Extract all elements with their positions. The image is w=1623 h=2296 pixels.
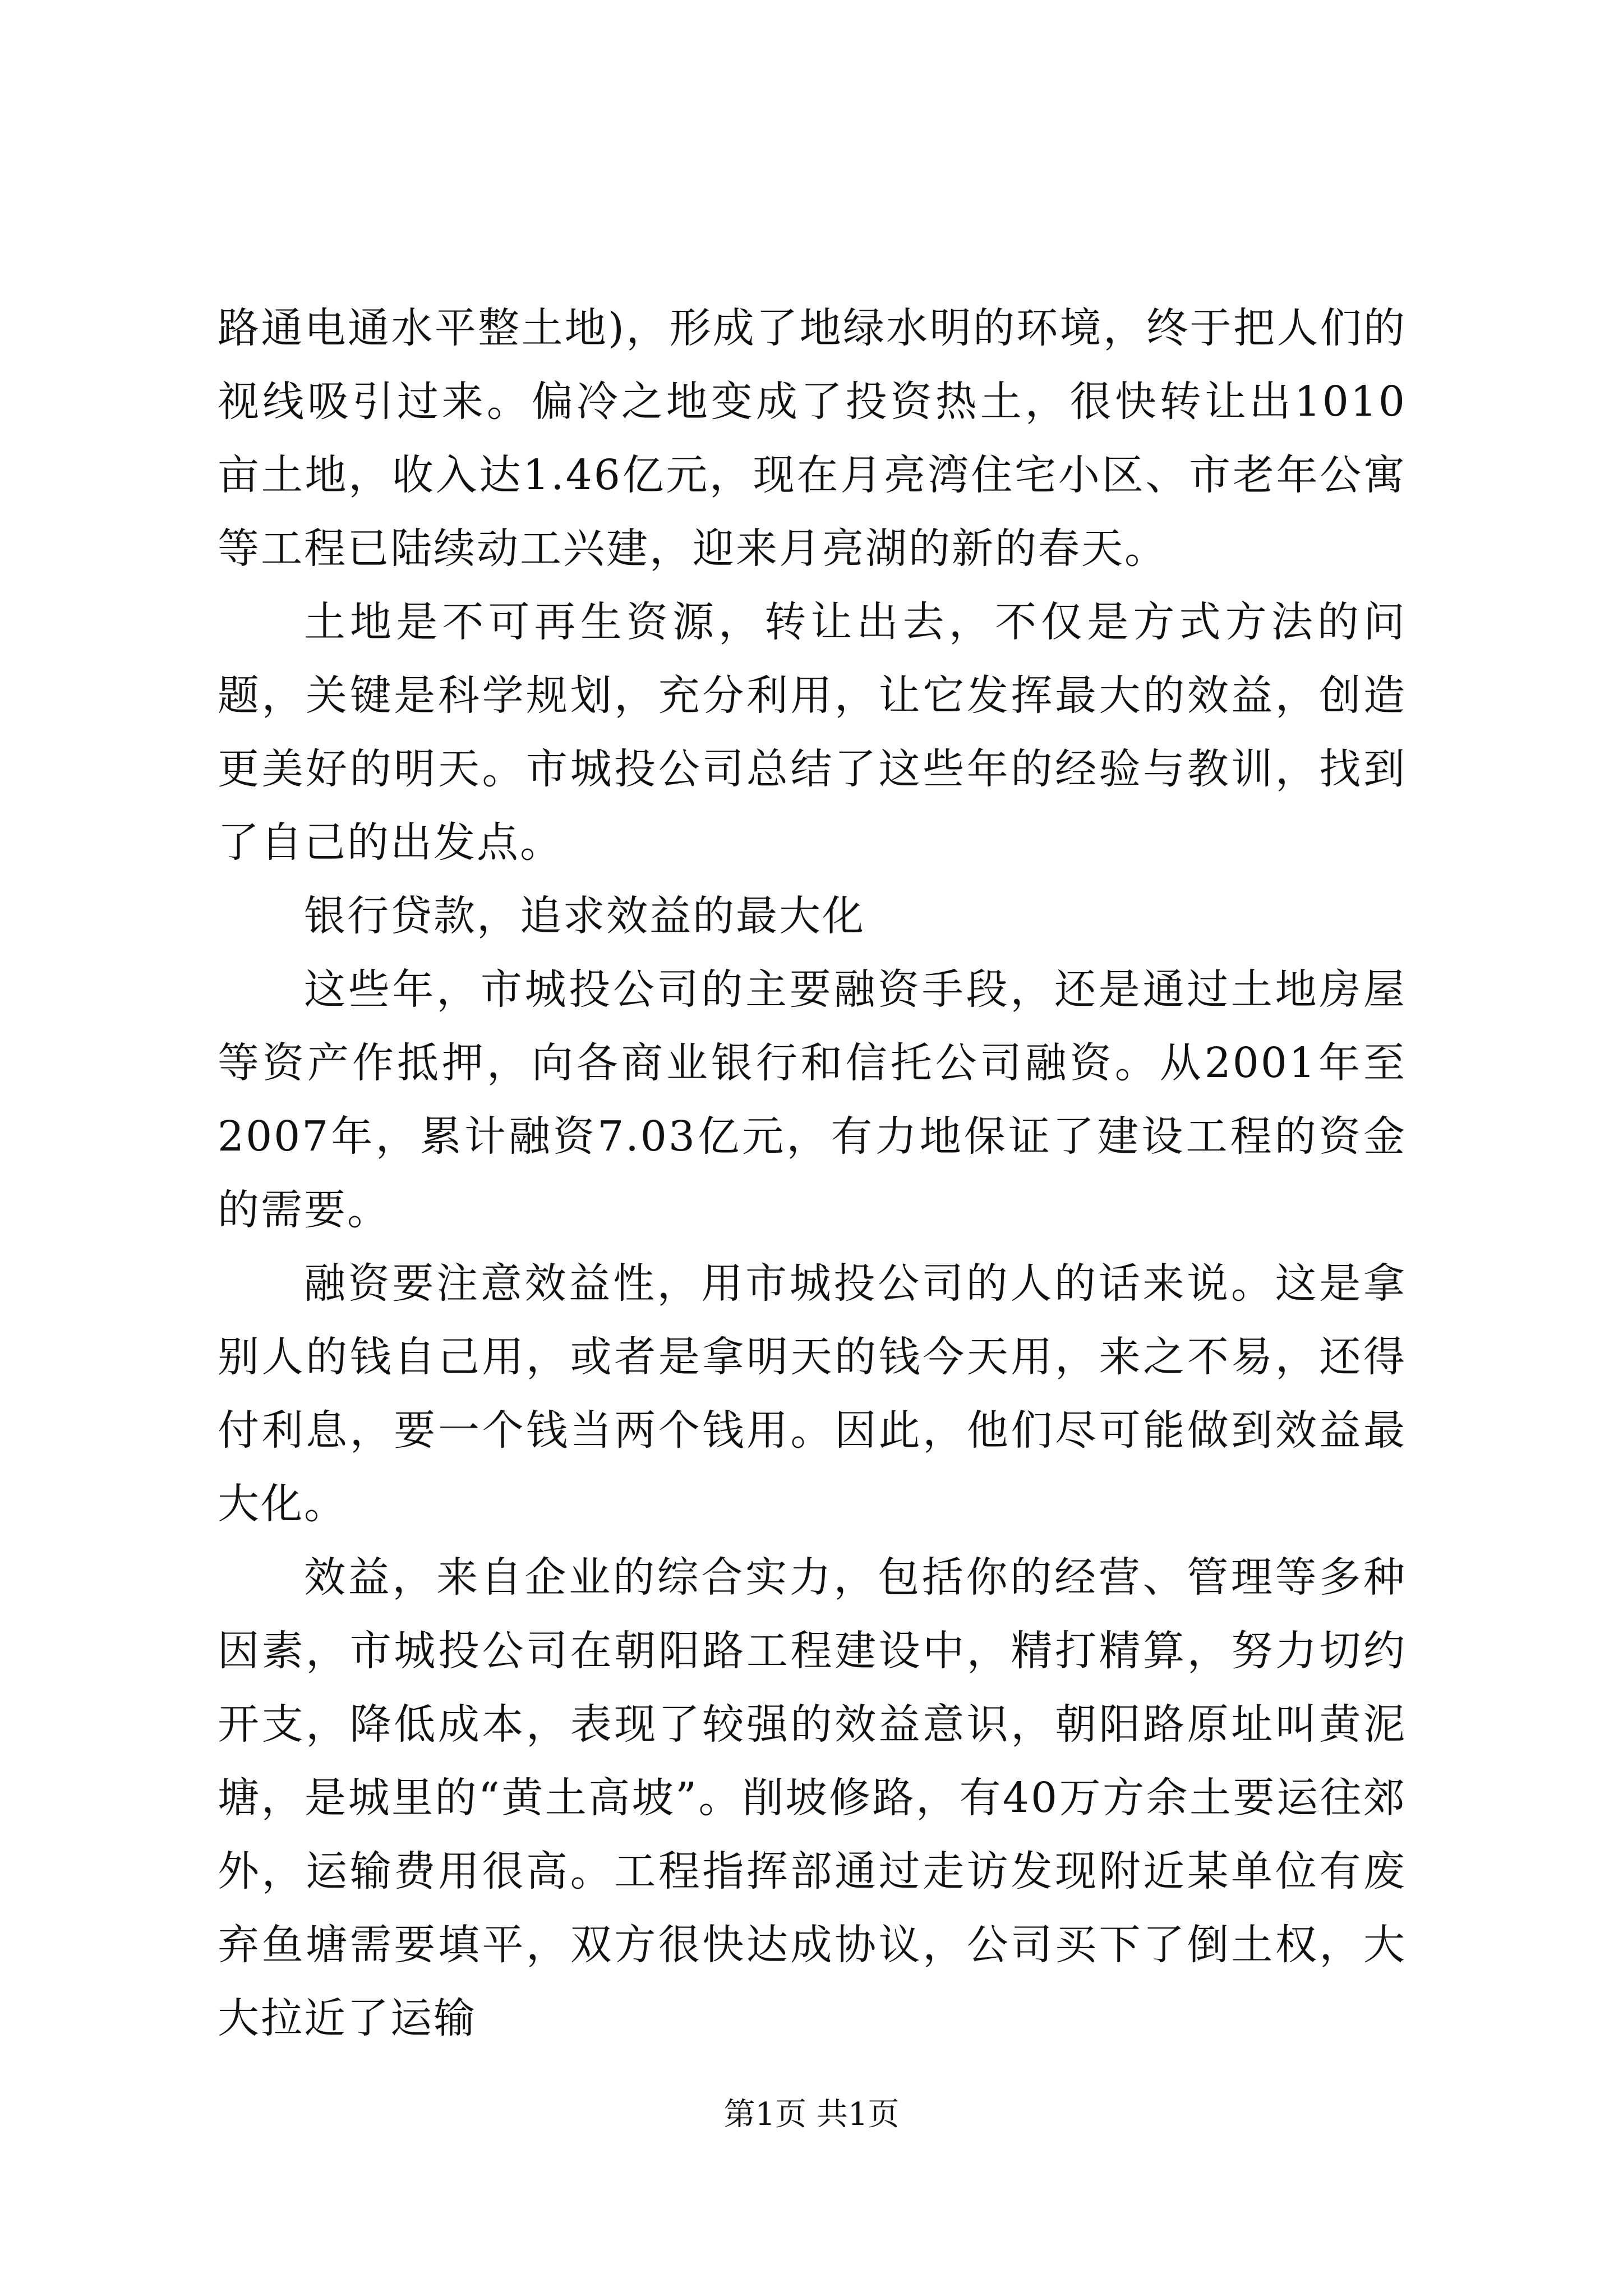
- paragraph: 融资要注意效益性，用市城投公司的人的话来说。这是拿别人的钱自己用，或者是拿明天的钱今天用，来之不易，还得付利息，要一个钱当两个钱用。因此，他们尽可能做到效益最大化。: [218, 1259, 1407, 1528]
- paragraph: 土地是不可再生资源，转让出去，不仅是方式方法的问题，关键是科学规划，充分利用，让它发挥最大的效益，创造更美好的明天。市城投公司总结了这些年的经验与教训，找到了自己的出发点。: [218, 598, 1407, 867]
- paragraph: 这些年，市城投公司的主要融资手段，还是通过土地房屋等资产作抵押，向各商业银行和信托公司融资。从2001年至2007年，累计融资7.03亿元，有力地保证了建设工程的资金的需要。: [218, 965, 1407, 1234]
- document-body: [218, 292, 1407, 2055]
- page-footer: 第1页 共1页: [723, 2096, 900, 2133]
- paragraph: 路通电通水平整土地)，形成了地绿水明的环境，终于把人们的视线吸引过来。偏冷之地变成了投资热土，很快转让出1010亩土地，收入达1.46亿元，现在月亮湾住宅小区、市老年公寓等工程已陆续动工兴建，迎来月亮湖的新的春天。: [218, 304, 1407, 573]
- paragraph: 效益，来自企业的综合实力，包括你的经营、管理等多种因素，市城投公司在朝阳路工程建设中，精打精算，努力切约开支，降低成本，表现了较强的效益意识，朝阳路原址叫黄泥塘，是城里的“黄土高坡”。削坡修路，有40万方余土要运往郊外，运输费用很高。工程指挥部通过走访发现附近某单位有废弃鱼塘需要填平，双方很快达成协议，公司买下了倒土权，大大拉近了运输: [218, 1553, 1407, 2042]
- section-heading: 银行贷款，追求效益的最大化: [304, 892, 865, 940]
